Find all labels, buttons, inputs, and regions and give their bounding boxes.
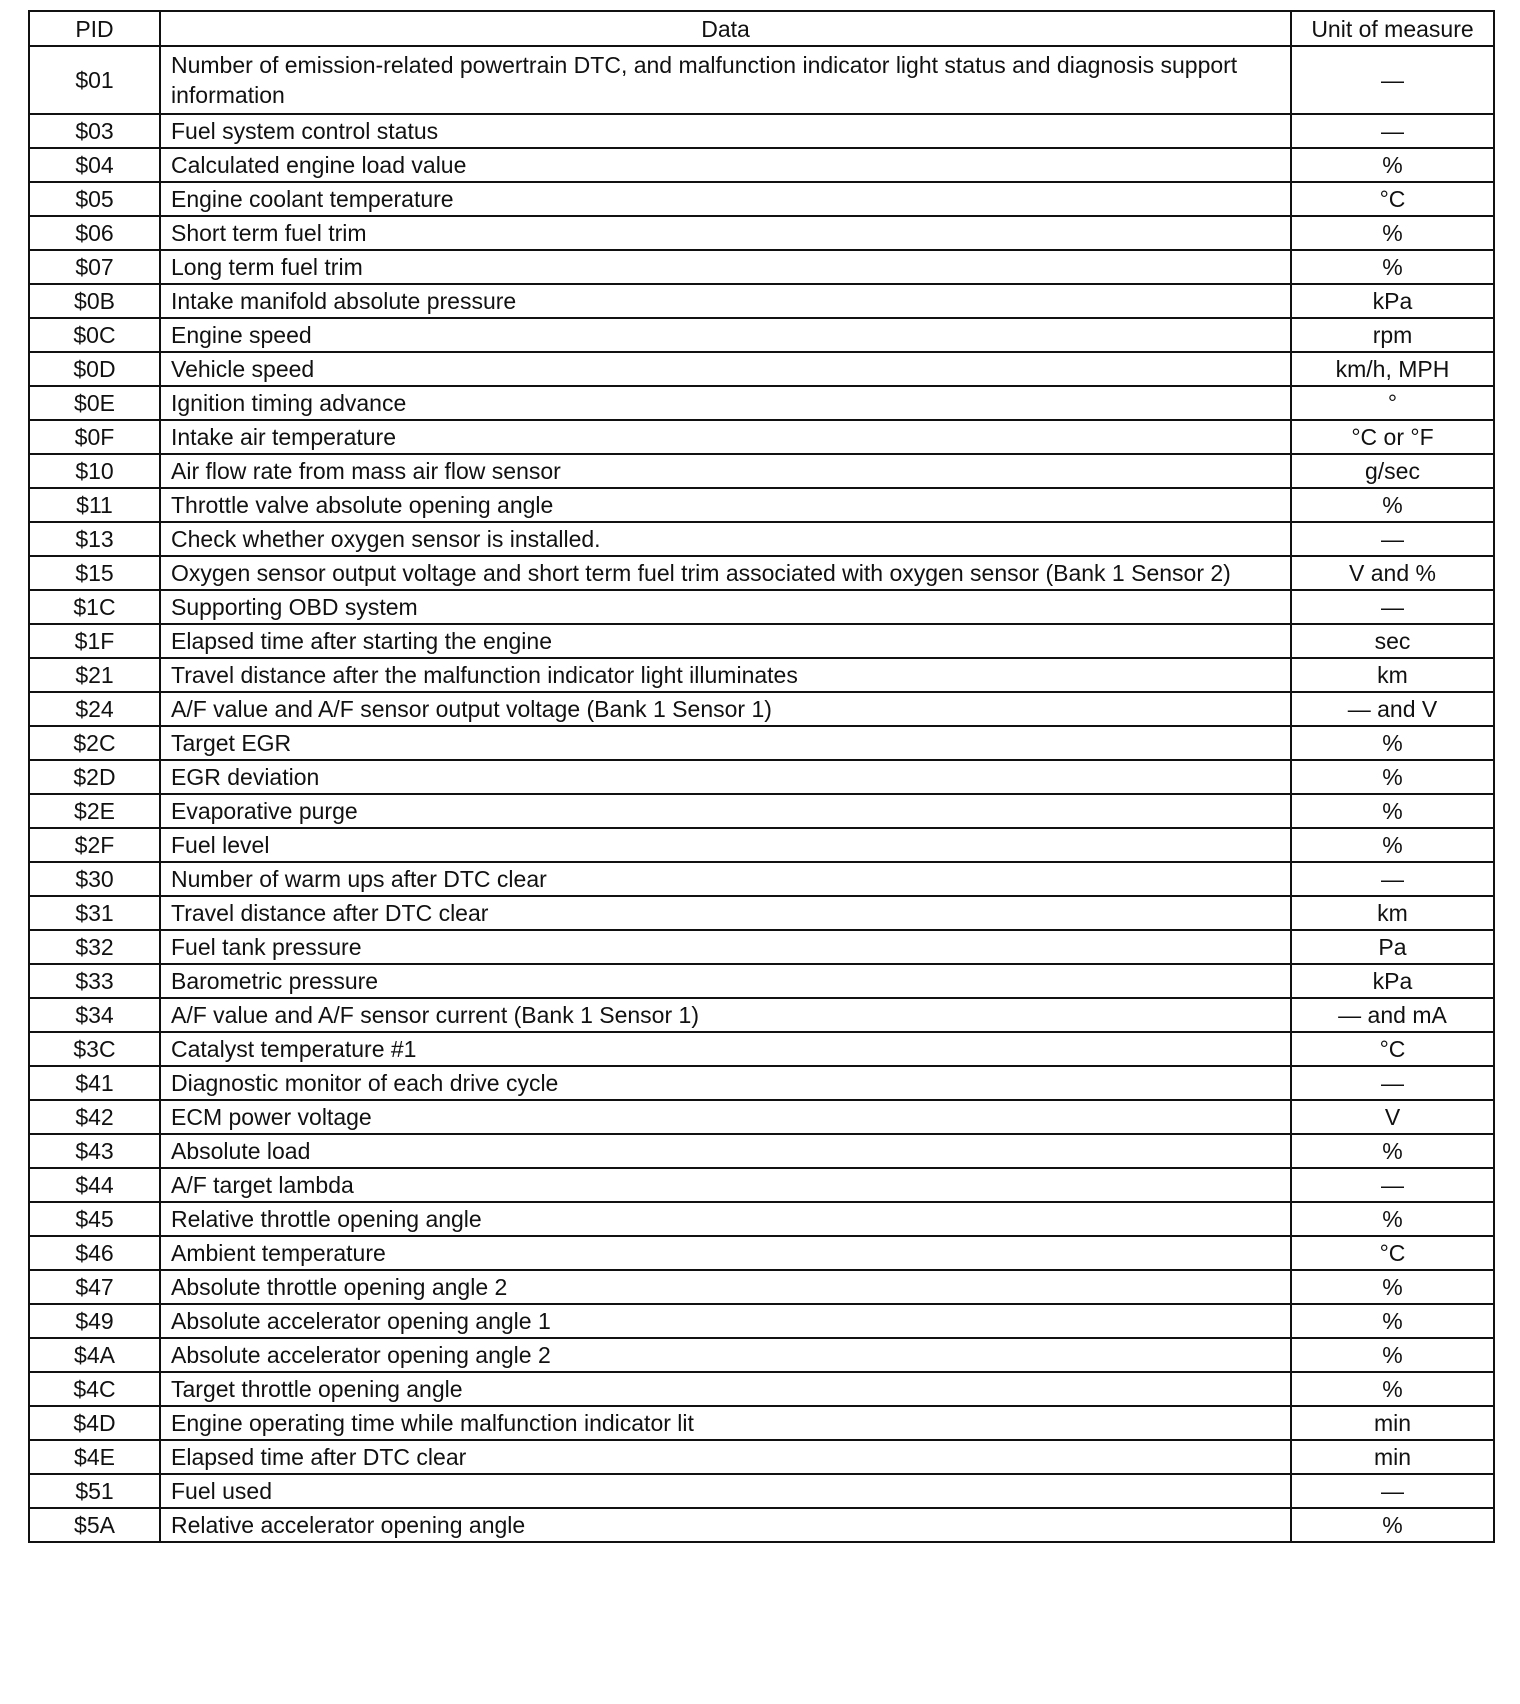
- table-row: [29, 896, 1494, 930]
- unit-cell: %: [1291, 1372, 1494, 1406]
- unit-cell: %: [1291, 250, 1494, 284]
- pid-data-table: [28, 10, 1495, 1543]
- data-cell: Ambient temperature: [160, 1236, 1291, 1270]
- data-cell: Target EGR: [160, 726, 1291, 760]
- table-row: [29, 1066, 1494, 1100]
- table-row: [29, 454, 1494, 488]
- pid-cell: $33: [29, 964, 160, 998]
- data-cell: Travel distance after DTC clear: [160, 896, 1291, 930]
- unit-cell: %: [1291, 1270, 1494, 1304]
- unit-cell: %: [1291, 1338, 1494, 1372]
- table-row: [29, 1100, 1494, 1134]
- pid-cell: $31: [29, 896, 160, 930]
- pid-cell: $0F: [29, 420, 160, 454]
- pid-cell: $01: [29, 46, 160, 114]
- unit-cell: %: [1291, 1202, 1494, 1236]
- table-row: [29, 930, 1494, 964]
- data-cell: Barometric pressure: [160, 964, 1291, 998]
- pid-cell: $2C: [29, 726, 160, 760]
- table-row: [29, 46, 1494, 114]
- table-row: [29, 624, 1494, 658]
- pid-cell: $4D: [29, 1406, 160, 1440]
- unit-cell: %: [1291, 794, 1494, 828]
- data-cell: Evaporative purge: [160, 794, 1291, 828]
- pid-cell: $0E: [29, 386, 160, 420]
- table-row: [29, 658, 1494, 692]
- pid-cell: $15: [29, 556, 160, 590]
- header-row: [29, 11, 1494, 46]
- table-row: [29, 284, 1494, 318]
- table-row: [29, 692, 1494, 726]
- table-row: [29, 590, 1494, 624]
- data-cell: Relative accelerator opening angle: [160, 1508, 1291, 1542]
- unit-cell: — and V: [1291, 692, 1494, 726]
- pid-cell: $34: [29, 998, 160, 1032]
- table-row: [29, 250, 1494, 284]
- data-cell: A/F target lambda: [160, 1168, 1291, 1202]
- data-cell: Fuel level: [160, 828, 1291, 862]
- table-row: [29, 1032, 1494, 1066]
- unit-cell: V and %: [1291, 556, 1494, 590]
- table-row: [29, 794, 1494, 828]
- pid-cell: $43: [29, 1134, 160, 1168]
- pid-cell: $46: [29, 1236, 160, 1270]
- data-cell: Absolute accelerator opening angle 2: [160, 1338, 1291, 1372]
- pid-cell: $2F: [29, 828, 160, 862]
- data-cell: Absolute throttle opening angle 2: [160, 1270, 1291, 1304]
- table-row: [29, 488, 1494, 522]
- pid-cell: $45: [29, 1202, 160, 1236]
- data-cell: Intake manifold absolute pressure: [160, 284, 1291, 318]
- unit-cell: —: [1291, 522, 1494, 556]
- table-row: [29, 964, 1494, 998]
- pid-cell: $06: [29, 216, 160, 250]
- data-cell: Oxygen sensor output voltage and short term fuel trim associated with oxygen sensor (Bank 1 Sensor 2): [160, 556, 1291, 590]
- pid-cell: $0C: [29, 318, 160, 352]
- unit-cell: min: [1291, 1440, 1494, 1474]
- unit-cell: sec: [1291, 624, 1494, 658]
- data-cell: Relative throttle opening angle: [160, 1202, 1291, 1236]
- unit-cell: —: [1291, 590, 1494, 624]
- unit-cell: g/sec: [1291, 454, 1494, 488]
- data-cell: ECM power voltage: [160, 1100, 1291, 1134]
- pid-cell: $4A: [29, 1338, 160, 1372]
- pid-cell: $1F: [29, 624, 160, 658]
- header-unit: Unit of measure: [1291, 11, 1494, 46]
- table-row: [29, 726, 1494, 760]
- pid-cell: $2E: [29, 794, 160, 828]
- table-row: [29, 1270, 1494, 1304]
- table-row: [29, 1474, 1494, 1508]
- data-cell: Number of emission-related powertrain DTC, and malfunction indicator light status and diagnosis support information: [160, 46, 1291, 114]
- data-cell: Vehicle speed: [160, 352, 1291, 386]
- pid-cell: $2D: [29, 760, 160, 794]
- unit-cell: —: [1291, 114, 1494, 148]
- unit-cell: %: [1291, 148, 1494, 182]
- unit-cell: km/h, MPH: [1291, 352, 1494, 386]
- table-row: [29, 1338, 1494, 1372]
- unit-cell: %: [1291, 726, 1494, 760]
- data-cell: Absolute load: [160, 1134, 1291, 1168]
- unit-cell: — and mA: [1291, 998, 1494, 1032]
- table-row: [29, 318, 1494, 352]
- pid-cell: $07: [29, 250, 160, 284]
- unit-cell: %: [1291, 488, 1494, 522]
- pid-cell: $05: [29, 182, 160, 216]
- pid-cell: $0D: [29, 352, 160, 386]
- table-row: [29, 522, 1494, 556]
- pid-cell: $51: [29, 1474, 160, 1508]
- table-row: [29, 216, 1494, 250]
- data-cell: Catalyst temperature #1: [160, 1032, 1291, 1066]
- unit-cell: rpm: [1291, 318, 1494, 352]
- data-cell: Long term fuel trim: [160, 250, 1291, 284]
- unit-cell: %: [1291, 1508, 1494, 1542]
- pid-cell: $41: [29, 1066, 160, 1100]
- table-row: [29, 998, 1494, 1032]
- data-cell: Fuel used: [160, 1474, 1291, 1508]
- pid-cell: $42: [29, 1100, 160, 1134]
- data-cell: Engine operating time while malfunction indicator lit: [160, 1406, 1291, 1440]
- pid-cell: $04: [29, 148, 160, 182]
- data-cell: Diagnostic monitor of each drive cycle: [160, 1066, 1291, 1100]
- unit-cell: °C: [1291, 1236, 1494, 1270]
- table-row: [29, 182, 1494, 216]
- unit-cell: Pa: [1291, 930, 1494, 964]
- table-row: [29, 1508, 1494, 1542]
- table-row: [29, 760, 1494, 794]
- data-cell: Fuel tank pressure: [160, 930, 1291, 964]
- pid-cell: $30: [29, 862, 160, 896]
- unit-cell: —: [1291, 1168, 1494, 1202]
- table-row: [29, 1236, 1494, 1270]
- table-row: [29, 386, 1494, 420]
- table-row: [29, 1134, 1494, 1168]
- unit-cell: —: [1291, 1474, 1494, 1508]
- pid-cell: $4C: [29, 1372, 160, 1406]
- data-cell: Supporting OBD system: [160, 590, 1291, 624]
- table-row: [29, 862, 1494, 896]
- unit-cell: %: [1291, 760, 1494, 794]
- table-row: [29, 148, 1494, 182]
- unit-cell: %: [1291, 216, 1494, 250]
- unit-cell: —: [1291, 862, 1494, 896]
- data-cell: A/F value and A/F sensor current (Bank 1 Sensor 1): [160, 998, 1291, 1032]
- unit-cell: °C or °F: [1291, 420, 1494, 454]
- table-body: [29, 46, 1494, 1542]
- table-row: [29, 352, 1494, 386]
- table-row: [29, 420, 1494, 454]
- pid-cell: $32: [29, 930, 160, 964]
- table-row: [29, 1406, 1494, 1440]
- data-cell: Check whether oxygen sensor is installed.: [160, 522, 1291, 556]
- data-cell: A/F value and A/F sensor output voltage (Bank 1 Sensor 1): [160, 692, 1291, 726]
- pid-cell: $5A: [29, 1508, 160, 1542]
- data-cell: Engine coolant temperature: [160, 182, 1291, 216]
- unit-cell: °C: [1291, 182, 1494, 216]
- pid-cell: $4E: [29, 1440, 160, 1474]
- table-row: [29, 114, 1494, 148]
- pid-cell: $10: [29, 454, 160, 488]
- pid-cell: $11: [29, 488, 160, 522]
- unit-cell: °: [1291, 386, 1494, 420]
- header-data: Data: [160, 11, 1291, 46]
- unit-cell: —: [1291, 1066, 1494, 1100]
- table-row: [29, 1304, 1494, 1338]
- data-cell: Air flow rate from mass air flow sensor: [160, 454, 1291, 488]
- data-cell: Number of warm ups after DTC clear: [160, 862, 1291, 896]
- pid-cell: $44: [29, 1168, 160, 1202]
- data-cell: Absolute accelerator opening angle 1: [160, 1304, 1291, 1338]
- unit-cell: °C: [1291, 1032, 1494, 1066]
- pid-cell: $13: [29, 522, 160, 556]
- table-row: [29, 556, 1494, 590]
- header-pid: PID: [29, 11, 160, 46]
- data-cell: Engine speed: [160, 318, 1291, 352]
- data-cell: Travel distance after the malfunction indicator light illuminates: [160, 658, 1291, 692]
- pid-cell: $3C: [29, 1032, 160, 1066]
- pid-cell: $1C: [29, 590, 160, 624]
- table-row: [29, 828, 1494, 862]
- unit-cell: min: [1291, 1406, 1494, 1440]
- data-cell: Fuel system control status: [160, 114, 1291, 148]
- unit-cell: %: [1291, 828, 1494, 862]
- unit-cell: %: [1291, 1134, 1494, 1168]
- pid-cell: $0B: [29, 284, 160, 318]
- data-cell: Ignition timing advance: [160, 386, 1291, 420]
- data-cell: Throttle valve absolute opening angle: [160, 488, 1291, 522]
- data-cell: EGR deviation: [160, 760, 1291, 794]
- unit-cell: km: [1291, 896, 1494, 930]
- table-row: [29, 1168, 1494, 1202]
- data-cell: Intake air temperature: [160, 420, 1291, 454]
- data-cell: Elapsed time after starting the engine: [160, 624, 1291, 658]
- data-cell: Short term fuel trim: [160, 216, 1291, 250]
- table-row: [29, 1202, 1494, 1236]
- pid-cell: $24: [29, 692, 160, 726]
- unit-cell: —: [1291, 46, 1494, 114]
- unit-cell: V: [1291, 1100, 1494, 1134]
- pid-cell: $03: [29, 114, 160, 148]
- data-cell: Calculated engine load value: [160, 148, 1291, 182]
- pid-cell: $21: [29, 658, 160, 692]
- data-cell: Target throttle opening angle: [160, 1372, 1291, 1406]
- data-cell: Elapsed time after DTC clear: [160, 1440, 1291, 1474]
- unit-cell: %: [1291, 1304, 1494, 1338]
- unit-cell: kPa: [1291, 284, 1494, 318]
- pid-cell: $49: [29, 1304, 160, 1338]
- table-row: [29, 1440, 1494, 1474]
- unit-cell: kPa: [1291, 964, 1494, 998]
- table-row: [29, 1372, 1494, 1406]
- pid-cell: $47: [29, 1270, 160, 1304]
- unit-cell: km: [1291, 658, 1494, 692]
